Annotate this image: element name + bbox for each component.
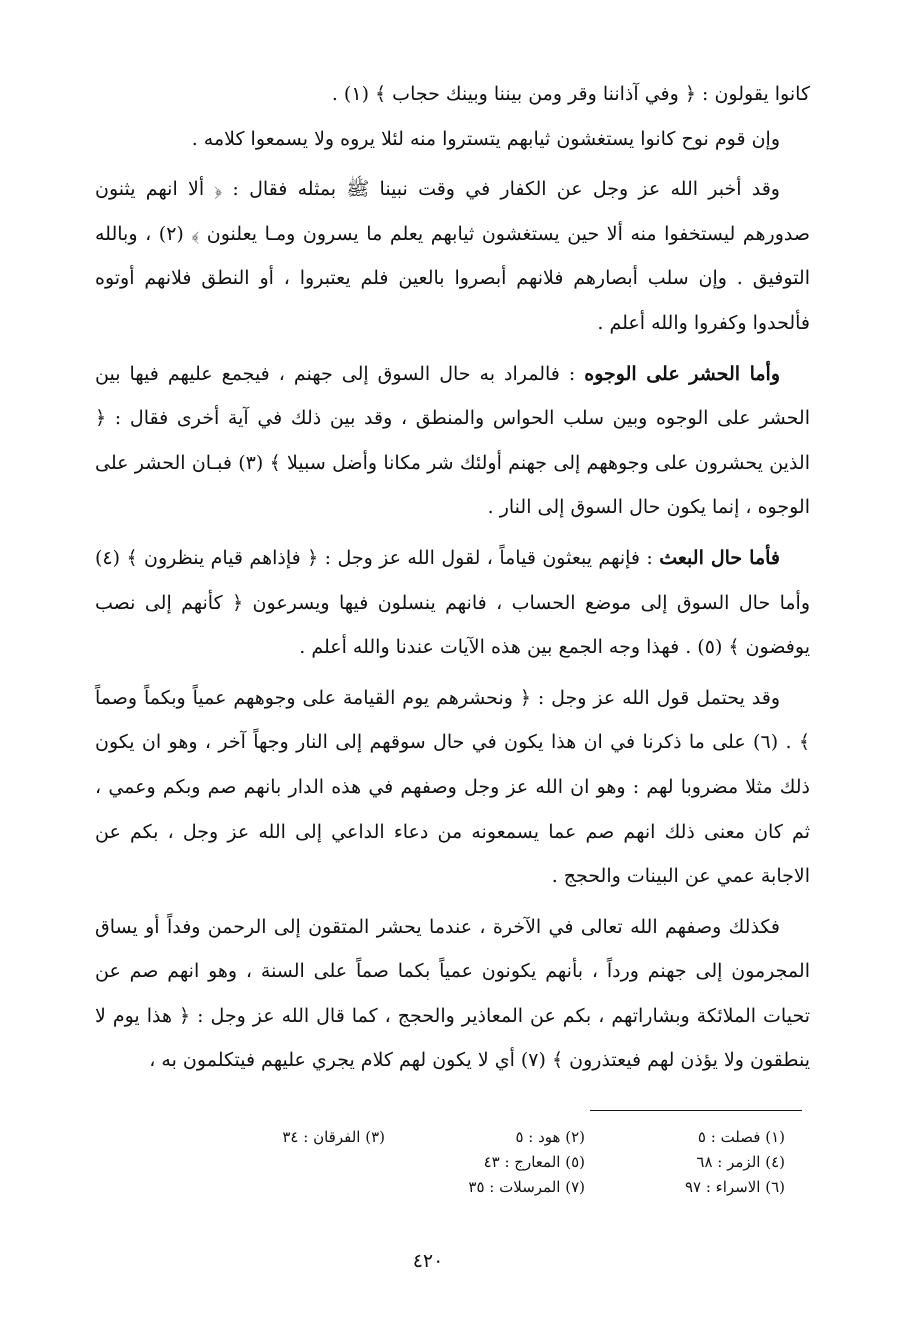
- footnotes: [180, 1125, 785, 1200]
- footnote-row: [180, 1175, 785, 1200]
- paragraph: وقد أخبر الله عز وجل عن الكفار في وقت نبينا ﷺ بمثله فقال : ﴿ ألا انهم يثنون صدورهم ليستخفوا منه ألا حين يستغشون ثيابهم يعلم ما يسرون ومـا يعلنون ﴾ (٢) ، وبالله التوفيق . وإن سلب أبصارهم فلانهم أبصروا بالعين فلم يعتبروا ، أو النطق فلانهم أوتوه فألحدوا وكفروا والله أعلم .: [95, 178, 810, 334]
- paragraph: [95, 536, 810, 670]
- paragraph: وقد يحتمل قول الله عز وجل : ﴿ ونحشرهم يوم القيامة على وجوههم عمياً وبكماً وصماً ﴾ . (٦) على ما ذكرنا في ان هذا يكون في حال سوقهم إلى النار وجهاً آخر ، وهو ان يكون ذلك مثلا مضروبا لهم : وهو ان الله عز وجل وصفهم في هذه الدار بانهم صم وبكم وعمي ، ثم كان معنى ذلك انهم صم عما يسمعونه من دعاء الداعي إلى الله عز وجل ، بكم عن الاجابة عمي عن البينات والحجج .: [95, 686, 810, 888]
- paragraph: فكذلك وصفهم الله تعالى في الآخرة ، عندما يحشر المتقون إلى الرحمن وفداً أو يساق المجرمون إلى جهنم ورداً ، بأنهم يكونون عمياً بكما صماً على السنة ، وهو انهم صم عن تحيات الملائكة وبشاراتهم ، بكم عن المعاذير والحجج ، كما قال الله عز وجل : ﴿ هذا يوم لا ينطقون ولا يؤذن لهم فيعتذرون ﴾ (٧) أي لا يكون لهم كلام يجري عليهم فيتكلمون به ،: [95, 915, 810, 1072]
- footnote-row: [180, 1125, 785, 1150]
- footnote: (٥) المعارج : ٤٣: [483, 1153, 585, 1171]
- bold-heading: فأما حال البعث: [659, 546, 780, 569]
- footnote: (٤) الزمر : ٦٨: [696, 1153, 785, 1171]
- paragraph: وإن قوم نوح كانوا يستغشون ثيابهم يتستروا منه لئلا يروه ولا يسمعوا كلامه .: [191, 127, 780, 150]
- bold-heading: وأما الحشر على الوجوه: [584, 362, 780, 385]
- paragraph: كانوا يقولون : ﴿ وفي آذاننا وقر ومن بيننا وبينك حجاب ﴾ (١) .: [331, 83, 810, 105]
- footnote: (٦) الاسراء : ٩٧: [684, 1178, 785, 1196]
- footnote: (٢) هود : ٥: [515, 1128, 585, 1146]
- paragraph: [95, 352, 810, 530]
- footnote-separator: [590, 1110, 802, 1111]
- footnote-row: [180, 1150, 785, 1175]
- page-number: ٤٢٠: [412, 1250, 444, 1272]
- paragraph-rest: : فالمراد به حال السوق إلى جهنم ، فيجمع عليهم فيها بين الحشر على الوجوه وبين سلب الحواس والمنطق ، وقد بين ذلك في آية أخرى فقال : ﴿ الذين يحشرون على وجوههم إلى جهنم أولئك شر مكانا وأضل سبيلا ﴾ (٣) فبـان الحشر على الوجوه ، إنما يكون حال السوق إلى النار .: [95, 362, 810, 519]
- footnote: (١) فصلت : ٥: [697, 1128, 785, 1146]
- footnote: (٧) المرسلات : ٣٥: [468, 1178, 585, 1196]
- main-text: [95, 72, 810, 1083]
- footnote: (٣) الفرقان : ٣٤: [282, 1128, 385, 1146]
- paragraph-rest: : فإنهم يبعثون قياماً ، لقول الله عز وجل : ﴿ فإذاهم قيام ينظرون ﴾ (٤) وأما حال السوق إلى موضع الحساب ، فانهم ينسلون فيها ويسرعون ﴿ كأنهم إلى نصب يوفضون ﴾ (٥) . فهذا وجه الجمع بين هذه الآيات عندنا والله أعلم .: [95, 546, 810, 659]
